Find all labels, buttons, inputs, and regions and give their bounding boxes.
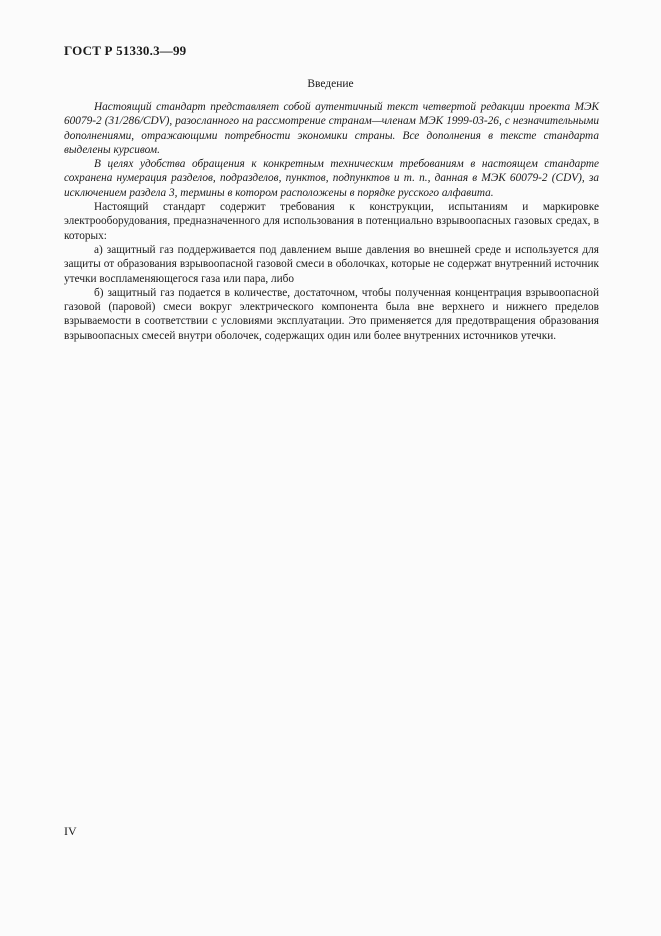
section-title: Введение	[307, 78, 354, 90]
paragraph-numbering-note: В целях удобства обращения к конкретным техническим требованиям в настоящем стандарте сохранена нумерация разделов, подразделов, пунктов, подпунктов и т. п., данная в МЭК 60079-2 (CDV), за исключением раздела 3, термины в котором расположены в порядке русского алфавита.	[64, 158, 599, 199]
page-number: IV	[64, 824, 77, 838]
paragraph-scope: Настоящий стандарт содержит требования к конструкции, испытаниям и маркировке электрооборудования, предназначенного для использования в потенциально взрывоопасных газовых средах, в которых:	[64, 201, 599, 242]
document-body	[64, 100, 599, 343]
paragraph-intro-authenticity: Настоящий стандарт представляет собой аутентичный текст четвертой редакции проекта МЭК 60079-2 (31/286/CDV), разосланного на рассмотрение странам—членам МЭК 1999-03-26, с незначительными дополнениями, отражающими потребности экономики страны. Все дополнения в тексте стандарта выделены курсивом.	[64, 101, 599, 156]
paragraph-item-a: а) защитный газ поддерживается под давлением выше давления во внешней среде и используется для защиты от образования взрывоопасной газовой смеси в оболочках, которые не содержат внутренний источник утечки воспламеняющегося газа или пара, либо	[64, 243, 599, 285]
paragraph-item-b: б) защитный газ подается в количестве, достаточном, чтобы полученная концентрация взрывоопасной газовой (паровой) смеси вокруг электрического компонента была вне верхнего и нижнего пределов взрываемости в соответствии с условиями эксплуатации. Это применяется для предотвращения образования взрывоопасных смесей внутри оболочек, содержащих один или более внутренних источников утечки.	[64, 286, 599, 342]
document-header-id: ГОСТ Р 51330.3—99	[64, 43, 187, 58]
